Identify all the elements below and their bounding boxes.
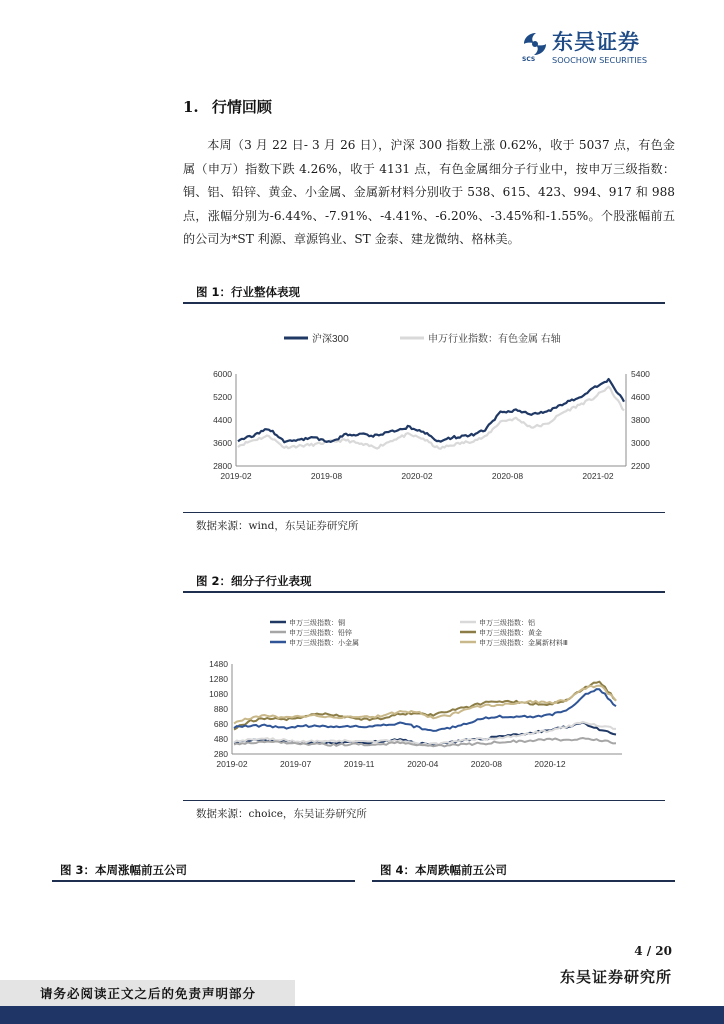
chart2-y-tick: 1480 bbox=[209, 659, 228, 669]
chart1-y-right-tick: 3800 bbox=[631, 415, 650, 425]
chart1-y-right-tick: 5400 bbox=[631, 369, 650, 379]
chart2-series-line bbox=[234, 738, 616, 746]
figure2-bottom-rule bbox=[183, 800, 665, 801]
logo-abbr: SCS bbox=[522, 56, 536, 63]
figure2-source: 数据来源：choice，东吴证券研究所 bbox=[196, 808, 367, 820]
chart1-y-left-tick: 6000 bbox=[213, 369, 232, 379]
chart1-x-tick: 2019-02 bbox=[220, 471, 252, 481]
chart1-y-left-tick: 2800 bbox=[213, 461, 232, 471]
figure2-top-rule bbox=[183, 591, 665, 593]
chart1-legend-label-0: 沪深300 bbox=[312, 334, 349, 345]
company-logo bbox=[522, 30, 672, 66]
figure3-title: 图 3：本周涨幅前五公司 bbox=[60, 863, 188, 877]
logo-mark-icon bbox=[522, 32, 548, 56]
figure2-chart bbox=[196, 612, 642, 780]
figure3-rule bbox=[52, 880, 355, 882]
chart1-y-right-tick: 2200 bbox=[631, 461, 650, 471]
chart2-legend-label: 申万三级指数：铝 bbox=[479, 620, 535, 627]
chart2-x-tick: 2020-12 bbox=[534, 759, 566, 769]
chart2-y-tick: 880 bbox=[213, 704, 228, 714]
chart2-y-tick: 480 bbox=[213, 734, 228, 744]
chart2-y-tick: 1080 bbox=[209, 689, 228, 699]
chart1-legend-label-1: 申万行业指数：有色金属 右轴 bbox=[428, 334, 561, 345]
bottom-bar bbox=[0, 1006, 724, 1024]
figure4-title: 图 4：本周跌幅前五公司 bbox=[380, 863, 508, 877]
figure1-top-rule bbox=[183, 302, 665, 304]
chart1-legend bbox=[284, 332, 561, 345]
footer-org: 东吴证券研究所 bbox=[559, 968, 672, 986]
chart2-y-tick: 1280 bbox=[209, 674, 228, 684]
section-heading bbox=[183, 96, 272, 117]
body-paragraph: 本周（3 月 22 日- 3 月 26 日），沪深 300 指数上涨 0.62%，收于 5037 点，有色金属（申万）指数下跌 4.26%，收于 4131 点，有色金属细分子行业中，按申万三级指数：铜、铝、铅锌、黄金、小金属、金属新材料分别收于 538、615、423、994、917 和 988 点，涨幅分别为-6.44%、-7.91%、-4.41%、-6.20%、-3.45%和-1.55%。个股涨幅前五的公司为*ST 利源、章源钨业、ST 金泰、建龙微纳、格林美。 bbox=[183, 138, 675, 247]
chart1-y-right-tick: 3000 bbox=[631, 438, 650, 448]
page-number: 4 / 20 bbox=[634, 944, 672, 958]
figure1-chart bbox=[196, 318, 650, 490]
chart2-series-line bbox=[234, 682, 616, 730]
chart2-series-line bbox=[234, 686, 616, 724]
logo-company-en: SOOCHOW SECURITIES bbox=[552, 55, 648, 65]
chart2-x-tick: 2019-02 bbox=[216, 759, 248, 769]
chart2-legend-label: 申万三级指数：铅锌 bbox=[289, 630, 352, 637]
figure1-bottom-rule bbox=[183, 512, 665, 513]
chart2-y-tick: 680 bbox=[213, 719, 228, 729]
chart1-series-line bbox=[238, 387, 624, 449]
section-title-text: 行情回顾 bbox=[211, 98, 272, 116]
chart2-series-line bbox=[234, 722, 616, 745]
chart1-x-tick: 2019-08 bbox=[310, 471, 343, 481]
chart2-x-tick: 2020-04 bbox=[407, 759, 439, 769]
chart1-x-tick: 2021-02 bbox=[582, 471, 614, 481]
chart2-x-tick: 2020-08 bbox=[470, 759, 503, 769]
chart2-legend-label: 申万三级指数：小金属 bbox=[289, 640, 359, 647]
chart1-y-left-tick: 4400 bbox=[213, 415, 232, 425]
figure1-source: 数据来源：wind，东吴证券研究所 bbox=[196, 520, 359, 532]
chart1-y-left-tick: 5200 bbox=[213, 392, 232, 402]
chart2-series-line bbox=[234, 722, 616, 745]
chart2-x-tick: 2019-11 bbox=[343, 759, 375, 769]
figure4-rule bbox=[372, 880, 675, 882]
disclaimer-text: 请务必阅读正文之后的免责声明部分 bbox=[40, 986, 257, 1001]
chart2-series-line bbox=[234, 689, 616, 731]
chart2-legend-label: 申万三级指数：金属新材料Ⅲ bbox=[479, 640, 568, 647]
chart1-x-tick: 2020-08 bbox=[491, 471, 524, 481]
section-number: 1. bbox=[183, 98, 199, 116]
chart1-y-right-tick: 4600 bbox=[631, 392, 650, 402]
chart2-legend-label: 申万三级指数：铜 bbox=[289, 620, 345, 627]
figure2-title: 图 2：细分子行业表现 bbox=[196, 574, 312, 588]
chart1-y-left-tick: 3600 bbox=[213, 438, 232, 448]
figure1-title: 图 1：行业整体表现 bbox=[196, 285, 301, 299]
chart1-x-tick: 2020-02 bbox=[401, 471, 433, 481]
chart2-legend-label: 申万三级指数：黄金 bbox=[479, 630, 542, 637]
chart2-x-tick: 2019-07 bbox=[279, 759, 312, 769]
logo-company-cn: 东吴证券 bbox=[552, 30, 640, 54]
chart2-y-tick: 280 bbox=[213, 749, 228, 759]
